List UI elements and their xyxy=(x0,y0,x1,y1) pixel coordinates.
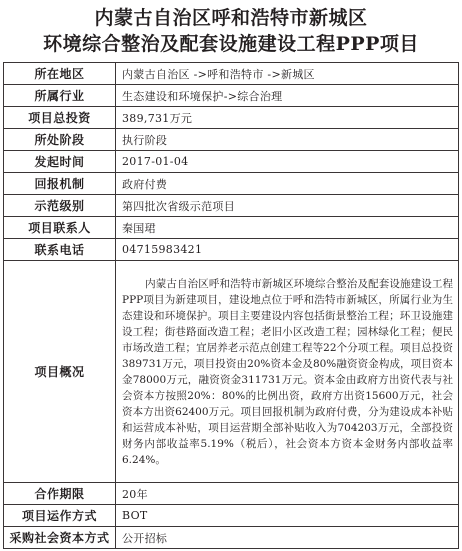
row-value: 内蒙古自治区 ->呼和浩特市 ->新城区 xyxy=(116,63,459,85)
table-row xyxy=(4,85,459,107)
table-row xyxy=(4,239,459,261)
table-row xyxy=(4,63,459,85)
row-label: 示范级别 xyxy=(4,195,116,217)
row-label: 项目联系人 xyxy=(4,217,116,239)
overview-row xyxy=(4,261,459,483)
row-value: 389,731万元 xyxy=(116,107,459,129)
row-value: 20年 xyxy=(116,483,459,505)
table-row xyxy=(4,195,459,217)
row-label: 回报机制 xyxy=(4,173,116,195)
table-row xyxy=(4,151,459,173)
document-title xyxy=(0,0,462,62)
table-row xyxy=(4,483,459,505)
row-label: 所处阶段 xyxy=(4,129,116,151)
table-row xyxy=(4,217,459,239)
row-value: 生态建设和环境保护->综合治理 xyxy=(116,85,459,107)
table-row xyxy=(4,129,459,151)
title-line-2: 环境综合整治及配套设施建设工程PPP项目 xyxy=(43,33,419,55)
row-label: 所在地区 xyxy=(4,63,116,85)
row-label: 联系电话 xyxy=(4,239,116,261)
table-row xyxy=(4,505,459,527)
row-label: 所属行业 xyxy=(4,85,116,107)
table-row xyxy=(4,527,459,549)
table-row xyxy=(4,107,459,129)
row-value: 政府付费 xyxy=(116,173,459,195)
row-label: 项目运作方式 xyxy=(4,505,116,527)
table-row xyxy=(4,173,459,195)
row-label: 发起时间 xyxy=(4,151,116,173)
row-value: 公开招标 xyxy=(116,527,459,549)
row-value: 秦国珺 xyxy=(116,217,459,239)
row-value: 2017-01-04 xyxy=(116,151,459,173)
row-value: 04715983421 xyxy=(116,239,459,261)
overview-label: 项目概况 xyxy=(4,261,116,483)
title-line-1: 内蒙古自治区呼和浩特市新城区 xyxy=(94,7,368,29)
row-value: BOT xyxy=(116,505,459,527)
overview-text: 内蒙古自治区呼和浩特市新城区环境综合整治及配套设施建设工程PPP项目为新建项目，建设地点位于呼和浩特市新城区，所属行业为生态建设和环境保护。项目主要建设内容包括街景整治工程；环卫设施建设工程；街巷路面改造工程；老旧小区改造工程；园林绿化工程；便民市场改造工程；宜居养老示范点创建工程等22个分项工程。项目总投资389731万元，项目投资由20%资本金及80%融资资金构成，项目资本金78000万元，融资资金311731万元。资本金由政府方出资代表与社会资本方按照20%：80%的比例出资，政府方出资15600万元，社会资本方出资62400万元。项目回报机制为政府付费，分为建设成本补贴和运营成本补贴，项目运营期全部补贴收入为704203万元，全部投资财务内部收益率5.19%（税后），社会资本方资本金财务内部收益率6.24%。 xyxy=(116,261,459,483)
row-label: 合作期限 xyxy=(4,483,116,505)
row-value: 第四批次省级示范项目 xyxy=(116,195,459,217)
project-info-table xyxy=(3,62,459,549)
row-label: 项目总投资 xyxy=(4,107,116,129)
row-value: 执行阶段 xyxy=(116,129,459,151)
row-label: 采购社会资本方式 xyxy=(4,527,116,549)
